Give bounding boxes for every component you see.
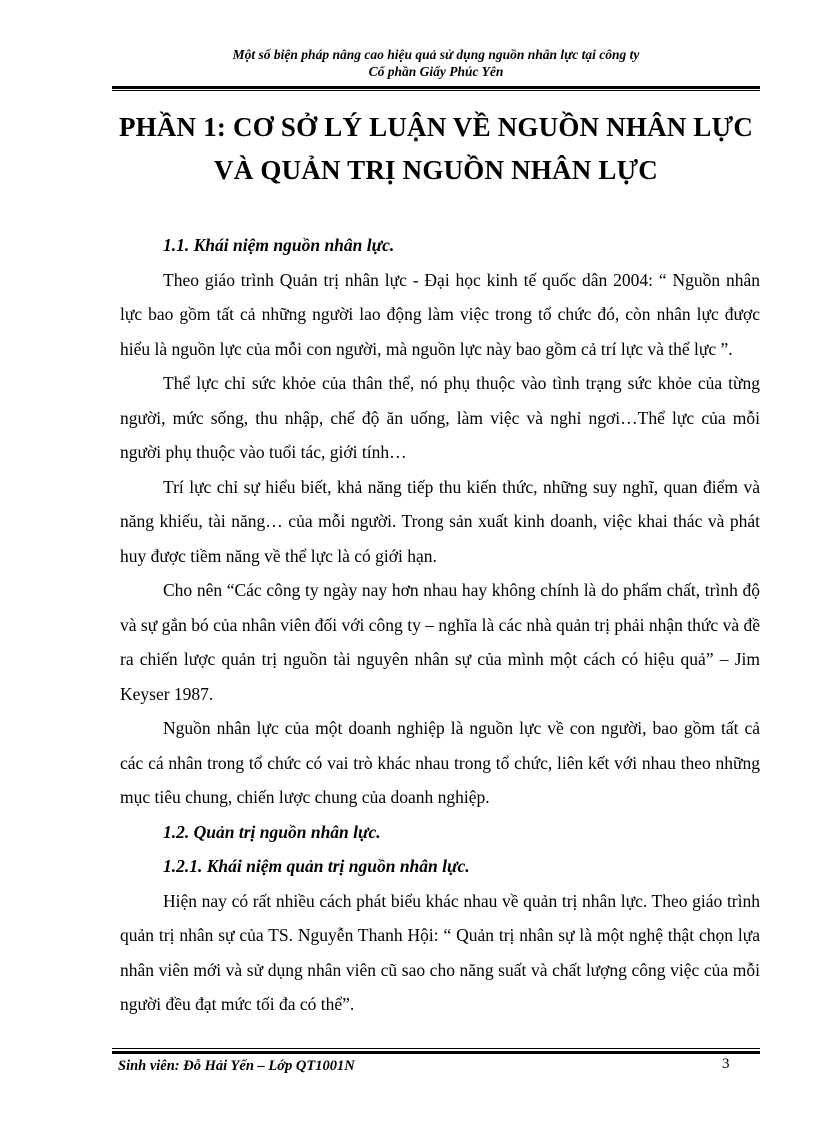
section-heading-1-2: 1.2. Quản trị nguồn nhân lực. (163, 821, 381, 842)
page-number: 3 (722, 1056, 730, 1072)
paragraph-5: Nguồn nhân lực của một doanh nghiệp là nguồn lực về con người, bao gồm tất cả các cá nhân trong tổ chức có vai trò khác nhau trong tổ chức, liên kết với nhau theo những mục tiêu chung, chiến lược chung của doanh nghiệp. (120, 718, 760, 807)
footer-rule-thin (112, 1048, 760, 1049)
header-line-2: Cổ phần Giấy Phúc Yên (368, 64, 504, 79)
body-content (120, 228, 760, 1022)
header-rule-thick (112, 86, 760, 89)
section-heading-1-2-1: 1.2.1. Khái niệm quản trị nguồn nhân lực. (163, 856, 470, 876)
chapter-title (100, 106, 772, 192)
paragraph-4: Cho nên “Các công ty ngày nay hơn nhau hay không chính là do phẩm chất, trình độ và sự gắn bó của nhân viên đối với công ty – nghĩa là các nhà quản trị phải nhận thức và đề ra chiến lược quản trị nguồn tài nguyên nhân sự của mình một cách có hiệu quả” – Jim Keyser 1987. (120, 580, 760, 704)
chapter-title-line-2: VÀ QUẢN TRỊ NGUỒN NHÂN LỰC (214, 155, 658, 185)
header-rule-thin (112, 90, 760, 91)
running-header (112, 46, 760, 80)
paragraph-3: Trí lực chỉ sự hiểu biết, khả năng tiếp thu kiến thức, những suy nghĩ, quan điểm và năng khiếu, tài năng… của mỗi người. Trong sản xuất kinh doanh, việc khai thác và phát huy được tiềm năng về thể lực là có giới hạn. (120, 476, 760, 566)
footer-rule-thick (112, 1051, 760, 1054)
header-line-1: Một số biện pháp nâng cao hiệu quả sử dụng nguồn nhân lực tại công ty (232, 47, 640, 62)
paragraph-1: Theo giáo trình Quản trị nhân lực - Đại học kinh tế quốc dân 2004: “ Nguồn nhân lực bao gồm tất cả những người lao động làm việc trong tổ chức đó, còn nhân lực được hiểu là nguồn lực của mỗi con người, mà nguồn lực này bao gồm cả trí lực và thể lực ”. (120, 269, 760, 359)
paragraph-6: Hiện nay có rất nhiều cách phát biểu khác nhau về quản trị nhân lực. Theo giáo trình quản trị nhân sự của TS. Nguyễn Thanh Hội: “ Quản trị nhân sự là một nghệ thật chọn lựa nhân viên mới và sử dụng nhân viên cũ sao cho năng suất và chất lượng công việc của mỗi người đều đạt mức tối đa có thể”. (120, 890, 760, 1014)
paragraph-2: Thể lực chỉ sức khỏe của thân thể, nó phụ thuộc vào tình trạng sức khỏe của từng người, mức sống, thu nhập, chế độ ăn uống, làm việc và nghỉ ngơi…Thể lực của mỗi người phụ thuộc vào tuổi tác, giới tính… (120, 373, 760, 462)
section-heading-1-1: 1.1. Khái niệm nguồn nhân lực. (163, 235, 395, 255)
chapter-title-line-1: PHẦN 1: CƠ SỞ LÝ LUẬN VỀ NGUỒN NHÂN LỰC (118, 112, 754, 142)
footer-student-info: Sinh viên: Đỗ Hải Yến – Lớp QT1001N (118, 1058, 355, 1074)
